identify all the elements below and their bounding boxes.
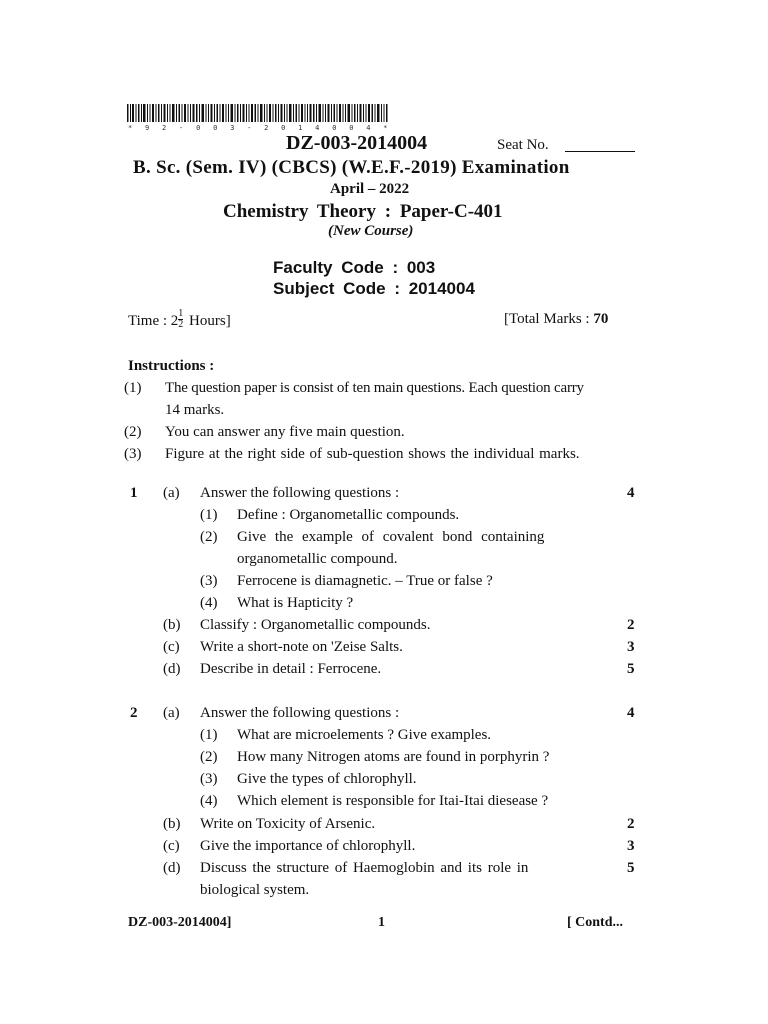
sub-question-text: Give the example of covalent bond containing — [237, 529, 545, 545]
part-marks: 2 — [627, 617, 635, 633]
sub-question-number: (4) — [200, 595, 218, 611]
time-allowed — [128, 308, 231, 332]
barcode-digit: 9 — [145, 124, 150, 132]
barcode-digit: 0 — [281, 124, 286, 132]
sub-question-number: (4) — [200, 793, 218, 809]
instruction-text: You can answer any five main question. — [165, 424, 405, 440]
barcode-digit: - — [179, 124, 184, 132]
sub-question-text: Give the types of chlorophyll. — [237, 771, 417, 787]
instructions-heading: Instructions : — [128, 358, 215, 374]
part-text: Give the importance of chlorophyll. — [200, 838, 416, 854]
barcode-digit: 1 — [298, 124, 303, 132]
part-text: Answer the following questions : — [200, 705, 400, 721]
sub-question-number: (3) — [200, 573, 218, 589]
paper-code: DZ-003-2014004 — [286, 132, 428, 154]
instruction-text-continued: 14 marks. — [165, 402, 225, 418]
exam-month: April – 2022 — [330, 181, 410, 197]
instruction-number: (2) — [124, 424, 142, 440]
question-number: 2 — [130, 705, 138, 721]
sub-question-text: How many Nitrogen atoms are found in porphyrin ? — [237, 749, 550, 765]
part-label: (a) — [163, 705, 180, 721]
question-number: 1 — [130, 485, 138, 501]
barcode-digit: 0 — [196, 124, 201, 132]
time-suffix: Hours] — [189, 312, 231, 329]
sub-question-number: (2) — [200, 529, 218, 545]
sub-question-number: (2) — [200, 749, 218, 765]
barcode-image — [127, 104, 389, 122]
part-marks: 3 — [627, 639, 635, 655]
sub-question-text: What is Hapticity ? — [237, 595, 354, 611]
sub-question-text: Ferrocene is diamagnetic. – True or false ? — [237, 573, 493, 589]
total-marks-label: [Total Marks : — [504, 311, 594, 327]
subject-code: Subject Code : 2014004 — [273, 279, 475, 298]
sub-question-number: (1) — [200, 507, 218, 523]
part-label: (d) — [163, 661, 181, 677]
paper-title: Chemistry Theory : Paper-C-401 — [223, 201, 503, 222]
barcode-digit: - — [247, 124, 252, 132]
instruction-text: Figure at the right side of sub-question shows the individual marks. — [165, 446, 580, 462]
time-prefix: Time : 2 — [128, 312, 179, 329]
barcode-digit: 3 — [230, 124, 235, 132]
part-text: Describe in detail : Ferrocene. — [200, 661, 382, 677]
barcode-digits — [128, 124, 388, 132]
part-marks: 2 — [627, 816, 635, 832]
sub-question-text-continued: organometallic compound. — [237, 551, 398, 567]
barcode-digit: 2 — [264, 124, 269, 132]
part-marks: 4 — [627, 485, 635, 501]
seat-number-label: Seat No. — [497, 137, 549, 153]
barcode-digit: 0 — [332, 124, 337, 132]
seat-number-blank[interactable] — [565, 151, 635, 152]
sub-question-text: Which element is responsible for Itai-Itai diesease ? — [237, 793, 549, 809]
exam-title: B. Sc. (Sem. IV) (CBCS) (W.E.F.-2019) Examination — [133, 157, 570, 178]
barcode-digit: 4 — [315, 124, 320, 132]
fraction-denominator: 2 — [178, 319, 184, 330]
barcode-digit: 0 — [349, 124, 354, 132]
part-marks: 5 — [627, 661, 635, 677]
sub-question-number: (1) — [200, 727, 218, 743]
part-marks: 5 — [627, 860, 635, 876]
part-text: Discuss the structure of Haemoglobin and its role in — [200, 860, 529, 876]
instruction-number: (1) — [124, 380, 142, 396]
barcode-digit: 2 — [162, 124, 167, 132]
part-text: Classify : Organometallic compounds. — [200, 617, 431, 633]
part-text-continued: biological system. — [200, 882, 310, 898]
part-text: Answer the following questions : — [200, 485, 400, 501]
barcode-digit: * — [383, 124, 388, 132]
continued-label: [ Contd... — [567, 915, 624, 930]
page-number: 1 — [378, 915, 385, 930]
part-text: Write on Toxicity of Arsenic. — [200, 816, 376, 832]
barcode-digit: 4 — [366, 124, 371, 132]
barcode-digit: * — [128, 124, 133, 132]
total-marks-value: 70 — [593, 311, 609, 327]
instruction-text: The question paper is consist of ten main questions. Each question carry — [165, 380, 584, 396]
part-label: (b) — [163, 617, 181, 633]
part-text: Write a short-note on 'Zeise Salts. — [200, 639, 403, 655]
part-label: (c) — [163, 838, 180, 854]
part-label: (d) — [163, 860, 181, 876]
barcode-digit: 0 — [213, 124, 218, 132]
part-label: (c) — [163, 639, 180, 655]
sub-question-text: Define : Organometallic compounds. — [237, 507, 460, 523]
total-marks — [504, 311, 608, 328]
sub-question-number: (3) — [200, 771, 218, 787]
part-label: (b) — [163, 816, 181, 832]
time-fraction — [178, 309, 183, 330]
part-marks: 4 — [627, 705, 635, 721]
part-marks: 3 — [627, 838, 635, 854]
course-label: (New Course) — [328, 223, 414, 239]
sub-question-text: What are microelements ? Give examples. — [237, 727, 492, 743]
faculty-code: Faculty Code : 003 — [273, 258, 436, 277]
fraction-numerator: 1 — [178, 308, 184, 319]
part-label: (a) — [163, 485, 180, 501]
instruction-number: (3) — [124, 446, 142, 462]
footer-paper-code: DZ-003-2014004] — [128, 915, 232, 930]
